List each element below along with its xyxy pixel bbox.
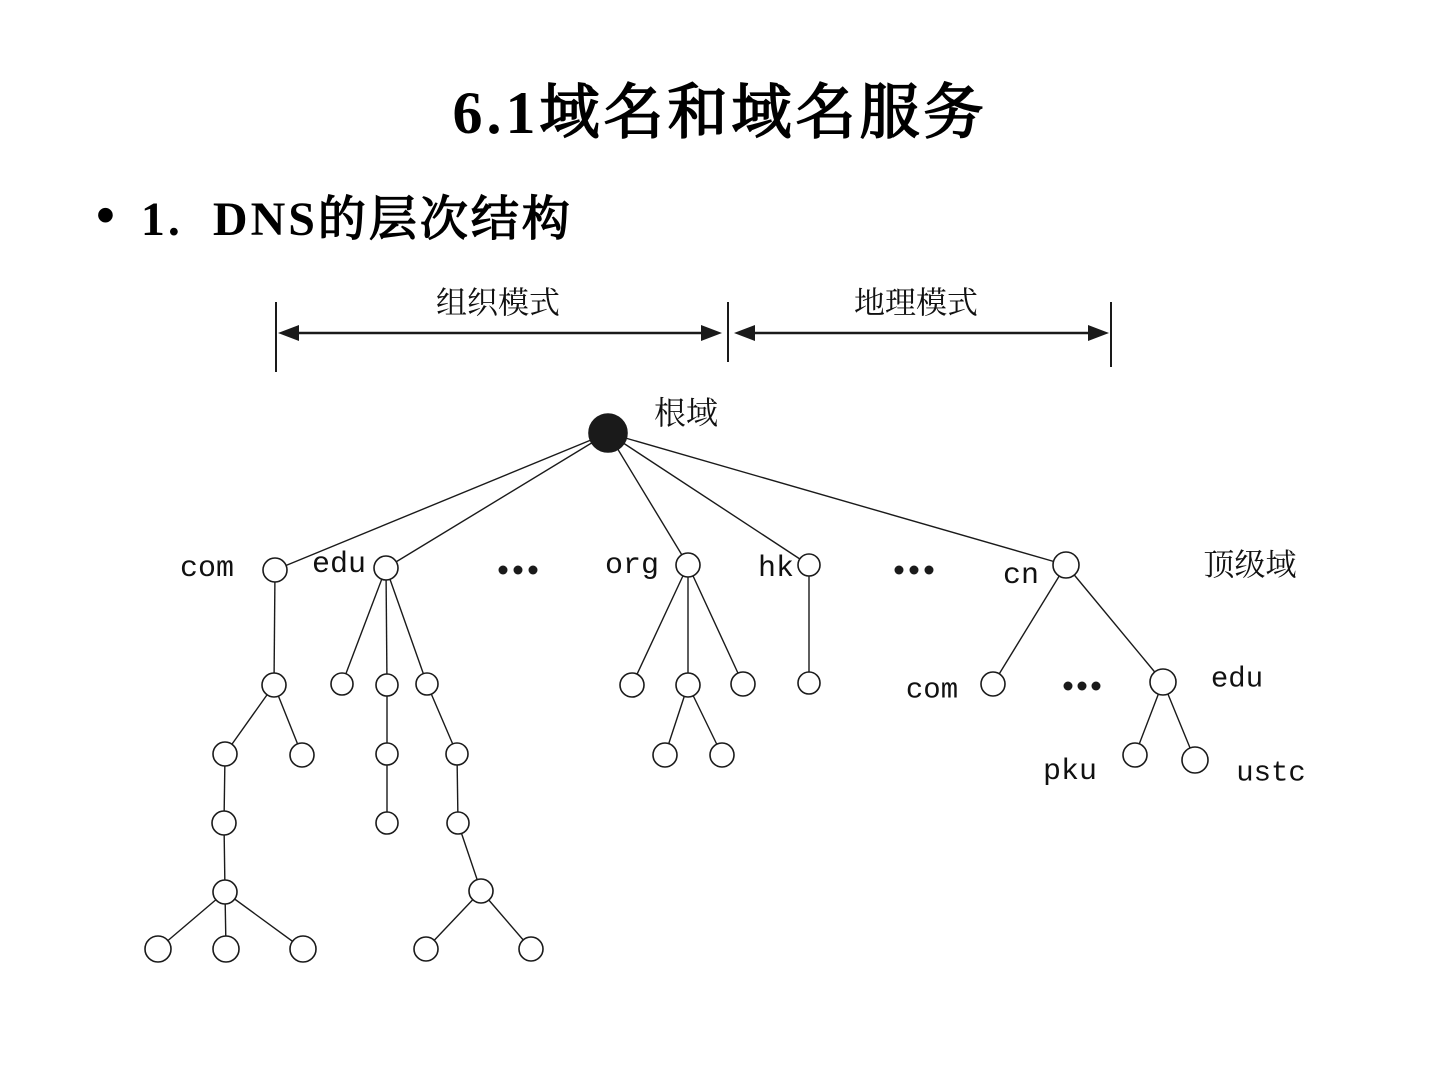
node-e3 (416, 673, 438, 695)
org-mode-span-label: 组织模式 (436, 285, 560, 321)
pku-label: pku (1042, 755, 1098, 789)
cn-com-label: com (905, 673, 959, 707)
tld-ellipsis-right-dot-2 (925, 566, 934, 575)
cn-edu-label: edu (1210, 662, 1264, 696)
org-label: org (604, 549, 660, 583)
node-o1 (620, 673, 644, 697)
cn-label: cn (1002, 559, 1040, 593)
node-o5 (710, 743, 734, 767)
tree-edge-com-c1 (274, 570, 275, 685)
node-e2 (376, 674, 398, 696)
node-o2 (676, 673, 700, 697)
bullet-text: 1. DNS的层次结构 (140, 193, 573, 246)
node-pku (1123, 743, 1147, 767)
node-cn (1053, 552, 1079, 578)
org-mode-span-arrowhead-left (278, 325, 299, 341)
node-c2 (213, 742, 237, 766)
node-org (676, 553, 700, 577)
node-c6 (145, 936, 171, 962)
ustc-label: ustc (1236, 756, 1306, 790)
edu-label: edu (311, 548, 367, 582)
slide-title: 6.1域名和域名服务 (452, 80, 988, 146)
node-c8 (290, 936, 316, 962)
node-e6 (446, 743, 468, 765)
node-edu (374, 556, 398, 580)
tree-edge-root-hk (608, 433, 809, 565)
tld-ellipsis-left-dot-1 (514, 566, 523, 575)
node-c7 (213, 936, 239, 962)
tld-caption: 顶级域 (1203, 547, 1297, 583)
tree-edge-org-o3 (688, 565, 743, 684)
tree-edge-root-edu (386, 433, 608, 568)
node-c5 (213, 880, 237, 904)
tree-edge-edu-e2 (386, 568, 387, 685)
node-hk (798, 554, 820, 576)
tld-ellipsis-left-dot-2 (529, 566, 538, 575)
node-e7 (447, 812, 469, 834)
tree-edge-cn-cnedu (1066, 565, 1163, 682)
node-c4 (212, 811, 236, 835)
node-cncom (981, 672, 1005, 696)
hk-label: hk (757, 552, 795, 586)
cn-ellipsis-dot-2 (1092, 682, 1101, 691)
node-c3 (290, 743, 314, 767)
tld-ellipsis-right-dot-0 (895, 566, 904, 575)
node-e8 (469, 879, 493, 903)
cn-ellipsis-dot-0 (1064, 682, 1073, 691)
node-h1 (798, 672, 820, 694)
org-mode-span-arrowhead-right (701, 325, 722, 341)
root-domain-label: 根域 (653, 395, 719, 431)
node-com (263, 558, 287, 582)
com-label: com (179, 552, 235, 586)
node-ustc (1182, 747, 1208, 773)
node-e9 (414, 937, 438, 961)
tld-ellipsis-left-dot-0 (499, 566, 508, 575)
node-e1 (331, 673, 353, 695)
node-e10 (519, 937, 543, 961)
geo-mode-span-arrowhead-right (1088, 325, 1109, 341)
node-o4 (653, 743, 677, 767)
tree-edge-edu-e1 (342, 568, 386, 684)
geo-mode-span-label: 地理模式 (854, 285, 978, 321)
node-e5 (376, 812, 398, 834)
node-c1 (262, 673, 286, 697)
node-root (589, 414, 627, 452)
tld-ellipsis-right-dot-1 (910, 566, 919, 575)
node-cnedu (1150, 669, 1176, 695)
geo-mode-span-arrowhead-left (734, 325, 755, 341)
cn-ellipsis-dot-1 (1078, 682, 1087, 691)
node-e4 (376, 743, 398, 765)
node-o3 (731, 672, 755, 696)
tree-edge-edu-e3 (386, 568, 427, 684)
bullet-marker: • (96, 184, 115, 245)
tree-edge-org-o1 (632, 565, 688, 685)
